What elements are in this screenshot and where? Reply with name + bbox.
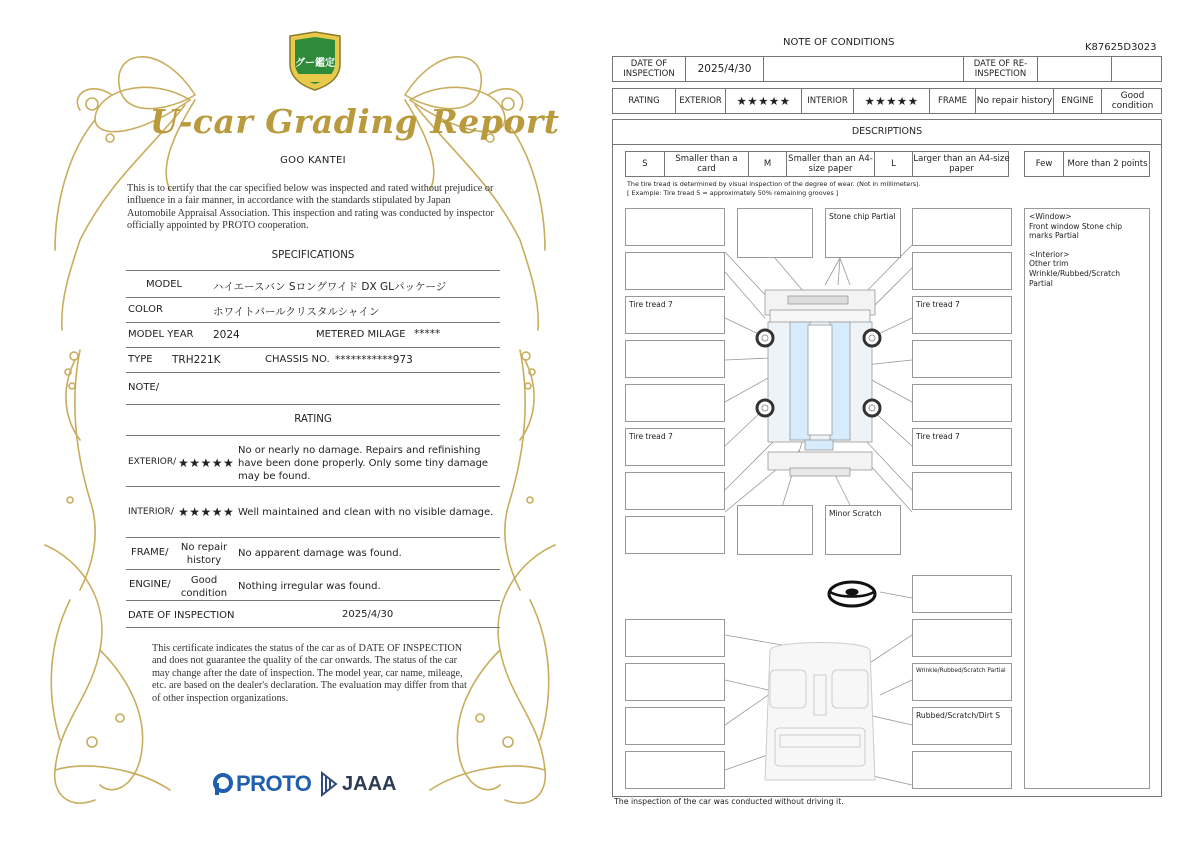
model-year-value: 2024 — [213, 329, 240, 341]
slot-li4 — [625, 751, 725, 789]
divider — [126, 486, 500, 487]
exterior-label: EXTERIOR — [675, 89, 725, 113]
frame-label: FRAME/ — [131, 547, 169, 558]
slot-r2 — [912, 252, 1012, 290]
legend-m-desc: Smaller than an A4-size paper — [786, 152, 874, 176]
model-value: ハイエースバン Sロングワイド DX GLパッケージ — [213, 281, 447, 293]
legend-s-desc: Smaller than a card — [664, 152, 748, 176]
slot-r4 — [912, 340, 1012, 378]
certify-statement: This is to certify that the car specified below was inspected and rated without prejudice or influence in a fair manner, in accordance with the standards stipulated by Japan Automobile Appraisal Association. This inspection and rating was conducted by inspector officially appointed by PROTO cooperation. — [127, 183, 494, 232]
slot-l2 — [625, 252, 725, 290]
interior-label: INTERIOR/ — [128, 507, 174, 517]
window-heading: <Window> — [1029, 212, 1072, 221]
slot-li3 — [625, 707, 725, 745]
divider — [126, 372, 500, 373]
frame-description: No apparent damage was found. — [238, 548, 402, 559]
jaaa-logo-text: JAAA — [342, 772, 397, 795]
slot-tire-front-right: Tire tread 7 — [912, 296, 1012, 334]
slot-steering — [912, 575, 1012, 613]
divider — [126, 270, 500, 271]
slot-tire-rear-left: Tire tread 7 — [625, 428, 725, 466]
divider — [126, 297, 500, 298]
jaaa-logo — [320, 770, 396, 798]
frame-value: No repair history — [180, 542, 228, 566]
legend-l-code: L — [874, 152, 912, 176]
slot-l7 — [625, 472, 725, 510]
engine-label: ENGINE — [1053, 89, 1101, 113]
goo-kantei-badge — [286, 30, 344, 92]
exterior-stars: ★★★★★ — [178, 456, 235, 470]
note-label: NOTE/ — [128, 382, 160, 393]
metered-milage-value: ***** — [414, 328, 441, 340]
slot-c3 — [737, 505, 813, 555]
slot-stone-chip: Stone chip Partial — [825, 208, 901, 258]
tire-note-2: [ Example: Tire tread 5 = approximately 50% remaining grooves ] — [627, 189, 839, 197]
descriptions-list — [1024, 208, 1150, 789]
slot-l1 — [625, 208, 725, 246]
legend-m-code: M — [748, 152, 786, 176]
interior-stars: ★★★★★ — [853, 89, 929, 113]
exterior-label: EXTERIOR/ — [128, 457, 177, 467]
metered-milage-label: METERED MILAGE — [316, 329, 406, 340]
note-title: NOTE OF CONDITIONS — [783, 37, 895, 48]
report-title: U-car Grading Report — [150, 102, 560, 141]
slot-tire-front-left: Tire tread 7 — [625, 296, 725, 334]
frame-label: FRAME — [929, 89, 975, 113]
slot-minor-scratch: Minor Scratch — [825, 505, 901, 555]
slot-ri1 — [912, 619, 1012, 657]
engine-label: ENGINE/ — [129, 579, 171, 590]
badge-text: グー鑑定 — [295, 58, 335, 69]
jaaa-mark-icon — [320, 771, 338, 797]
rating-label: RATING — [628, 96, 660, 106]
color-label: COLOR — [128, 304, 163, 315]
legend-s-code: S — [642, 159, 648, 169]
proto-logo-text: PROTO — [236, 771, 312, 796]
legend-few-desc: More than 2 points — [1063, 152, 1151, 176]
chassis-label: CHASSIS NO. — [265, 354, 330, 365]
interior-heading: <Interior> — [1029, 249, 1070, 259]
interior-description: Well maintained and clean with no visible damage. — [238, 507, 494, 518]
frame-value: No repair history — [975, 89, 1053, 113]
inspection-footnote: The inspection of the car was conducted without driving it. — [614, 797, 844, 806]
legend-l-desc: Larger than an A4-size paper — [913, 154, 1010, 174]
slot-li1 — [625, 619, 725, 657]
slot-wrinkle: Wrinkle/Rubbed/Scratch Partial — [912, 663, 1012, 701]
steering-wheel-icon — [829, 582, 875, 606]
tire-note-1: The tire tread is determined by visual inspection of the degree of wear. (Not in millimeters). — [627, 180, 921, 188]
window-text: Front window Stone chip marks Partial — [1029, 221, 1123, 241]
engine-value: Good condition — [1101, 89, 1163, 113]
slot-tire-rear-right: Tire tread 7 — [912, 428, 1012, 466]
divider — [126, 322, 500, 323]
slot-r5 — [912, 384, 1012, 422]
engine-value: Good condition — [180, 575, 228, 599]
date-of-reinspection-label: DATE OF RE-INSPECTION — [963, 57, 1037, 81]
type-value: TRH221K — [172, 354, 221, 366]
slot-l5 — [625, 384, 725, 422]
legend-few-code: Few — [1035, 159, 1053, 169]
divider — [126, 627, 500, 628]
interior-stars: ★★★★★ — [178, 505, 235, 519]
divider — [126, 569, 500, 570]
van-top-view — [765, 290, 875, 476]
chassis-value: ***********973 — [335, 354, 413, 366]
slot-l8 — [625, 516, 725, 554]
note-of-conditions — [600, 0, 1200, 848]
engine-description: Nothing irregular was found. — [238, 581, 381, 592]
color-value: ホワイトパールクリスタルシャイン — [213, 306, 380, 318]
divider — [126, 600, 500, 601]
org-name: GOO KANTEI — [280, 155, 346, 166]
divider — [126, 435, 500, 436]
slot-r7 — [912, 472, 1012, 510]
date-of-inspection-label: DATE OF INSPECTION — [128, 610, 235, 621]
slot-li2 — [625, 663, 725, 701]
date-of-inspection-value: 2025/4/30 — [342, 609, 394, 620]
interior-text: Other trim Wrinkle/Rubbed/Scratch Partial — [1029, 259, 1121, 288]
rating-heading: RATING — [294, 414, 332, 425]
report-id: K87625D3023 — [1085, 42, 1157, 53]
exterior-stars: ★★★★★ — [725, 89, 801, 113]
model-label: MODEL — [146, 279, 183, 290]
slot-c1 — [737, 208, 813, 258]
slot-r1 — [912, 208, 1012, 246]
interior-label: INTERIOR — [801, 89, 853, 113]
divider — [126, 404, 500, 405]
slot-rubbed: Rubbed/Scratch/Dirt S — [912, 707, 1012, 745]
exterior-description: No or nearly no damage. Repairs and refinishing have been done properly. Only some tiny damage may be found. — [238, 445, 489, 482]
descriptions-heading: DESCRIPTIONS — [851, 126, 923, 137]
type-label: TYPE — [128, 354, 153, 365]
slot-ri4 — [912, 751, 1012, 789]
proto-mark-icon — [212, 772, 234, 796]
divider — [126, 537, 500, 538]
proto-logo — [212, 770, 311, 798]
specifications-heading: SPECIFICATIONS — [271, 250, 355, 261]
certificate-disclaimer: This certificate indicates the status of the car as of DATE OF INSPECTION and does not guarantee the quality of the car onwards. The status of the car may change after the date of inspection. The model year, car name, mileage, etc. are based on the dealer's declaration. The evaluation may differ from that of other inspection organizations. — [152, 643, 467, 704]
model-year-label: MODEL YEAR — [128, 329, 194, 340]
slot-l4 — [625, 340, 725, 378]
date-of-inspection-label: DATE OF INSPECTION — [623, 59, 675, 79]
van-interior-view — [765, 643, 875, 781]
date-of-inspection-value: 2025/4/30 — [685, 57, 763, 81]
divider — [126, 347, 500, 348]
